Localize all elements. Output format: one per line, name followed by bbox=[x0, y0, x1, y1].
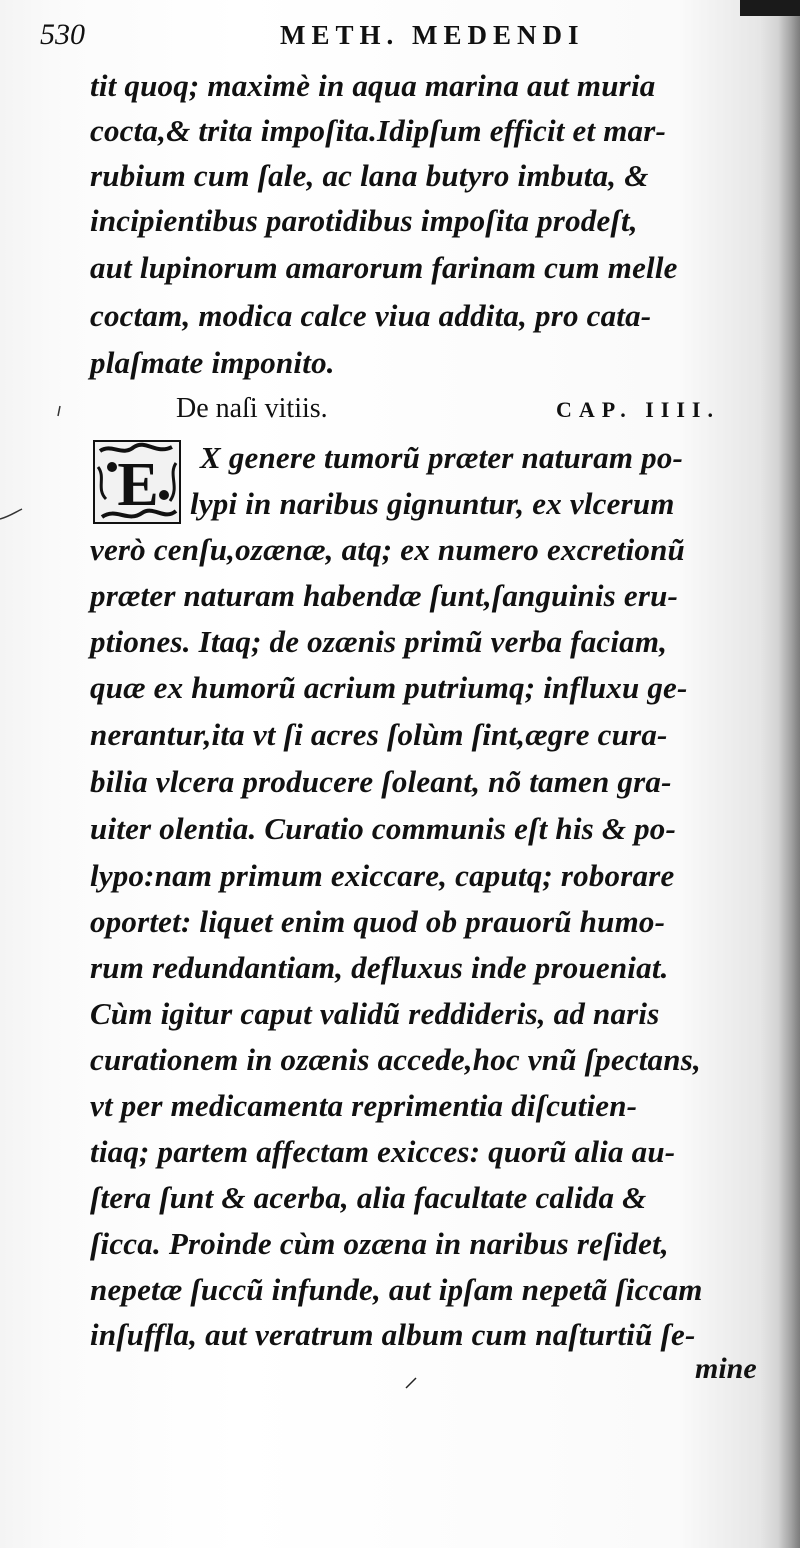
text-line: tit quoq; maximè in aqua marina aut muria bbox=[90, 68, 656, 103]
text-line: aut lupinorum amarorum farinam cum melle bbox=[90, 250, 678, 285]
text-line: rum redundantiam, defluxus inde proueniat. bbox=[90, 950, 669, 985]
text-line: tiaq; partem affectam exicces: quorũ alia au- bbox=[90, 1134, 676, 1169]
catchword: mine bbox=[695, 1352, 757, 1385]
text-line: lypi in naribus gignuntur, ex vlcerum bbox=[190, 486, 675, 521]
ink-mark bbox=[0, 505, 24, 525]
text-line: ptiones. Itaq; de ozænis primũ verba faciam, bbox=[90, 624, 668, 659]
text-line: incipientibus parotidibus impoſita prodeſt, bbox=[90, 203, 638, 238]
text-line: coctam, modica calce viua addita, pro cata- bbox=[90, 298, 652, 333]
page-number: 530 bbox=[40, 18, 85, 51]
text-line: oportet: liquet enim quod ob prauorũ humo- bbox=[90, 904, 666, 939]
text-line: nerantur,ita vt ſi acres ſolùm ſint,ægre cura- bbox=[90, 717, 668, 752]
text-line: uiter olentia. Curatio communis eſt his & po- bbox=[90, 811, 677, 846]
running-head: METH. MEDENDI bbox=[280, 20, 585, 50]
ink-mark bbox=[404, 1376, 418, 1390]
text-line: præter naturam habendæ ſunt,ſanguinis eru- bbox=[90, 578, 679, 613]
chapter-number: CAP. IIII. bbox=[556, 397, 720, 422]
chapter-title: De naſi vitiis. bbox=[176, 393, 328, 424]
page-header bbox=[40, 18, 740, 58]
page-corner-dark bbox=[740, 0, 800, 16]
text-line: quæ ex humorũ acrium putriumq; influxu ge- bbox=[90, 670, 688, 705]
page-edge-shadow bbox=[778, 0, 800, 1548]
text-line: verò cenſu,ozænæ, atq; ex numero excretionũ bbox=[90, 532, 685, 567]
text-line: Cùm igitur caput validũ reddideris, ad naris bbox=[90, 996, 660, 1031]
text-line: X genere tumorũ præter naturam po- bbox=[200, 440, 684, 475]
text-line: curationem in ozænis accede,hoc vnũ ſpectans, bbox=[90, 1042, 701, 1077]
text-line: nepetæ ſuccũ infunde, aut ipſam nepetã ſiccam bbox=[90, 1272, 703, 1307]
ink-mark bbox=[56, 404, 64, 418]
text-line: plaſmate imponito. bbox=[90, 345, 335, 380]
text-line: inſuffla, aut veratrum album cum naſturtiũ ſe- bbox=[90, 1317, 696, 1352]
text-line: vt per medicamenta reprimentia diſcutien- bbox=[90, 1088, 638, 1123]
initial-letter: E bbox=[117, 451, 159, 519]
text-line: ſtera ſunt & acerba, alia facultate calida & bbox=[90, 1180, 647, 1215]
text-line: rubium cum ſale, ac lana butyro imbuta, & bbox=[90, 158, 649, 193]
text-line: ſicca. Proinde cùm ozæna in naribus reſidet, bbox=[90, 1226, 669, 1261]
text-line: lypo:nam primum exiccare, caputq; roborare bbox=[90, 858, 675, 893]
text-line: bilia vlcera producere ſoleant, nõ tamen gra- bbox=[90, 764, 672, 799]
text-line: cocta,& trita impoſita.Idipſum efficit et mar- bbox=[90, 113, 667, 148]
chapter-heading bbox=[176, 393, 776, 433]
decorated-initial-letter bbox=[92, 437, 184, 527]
